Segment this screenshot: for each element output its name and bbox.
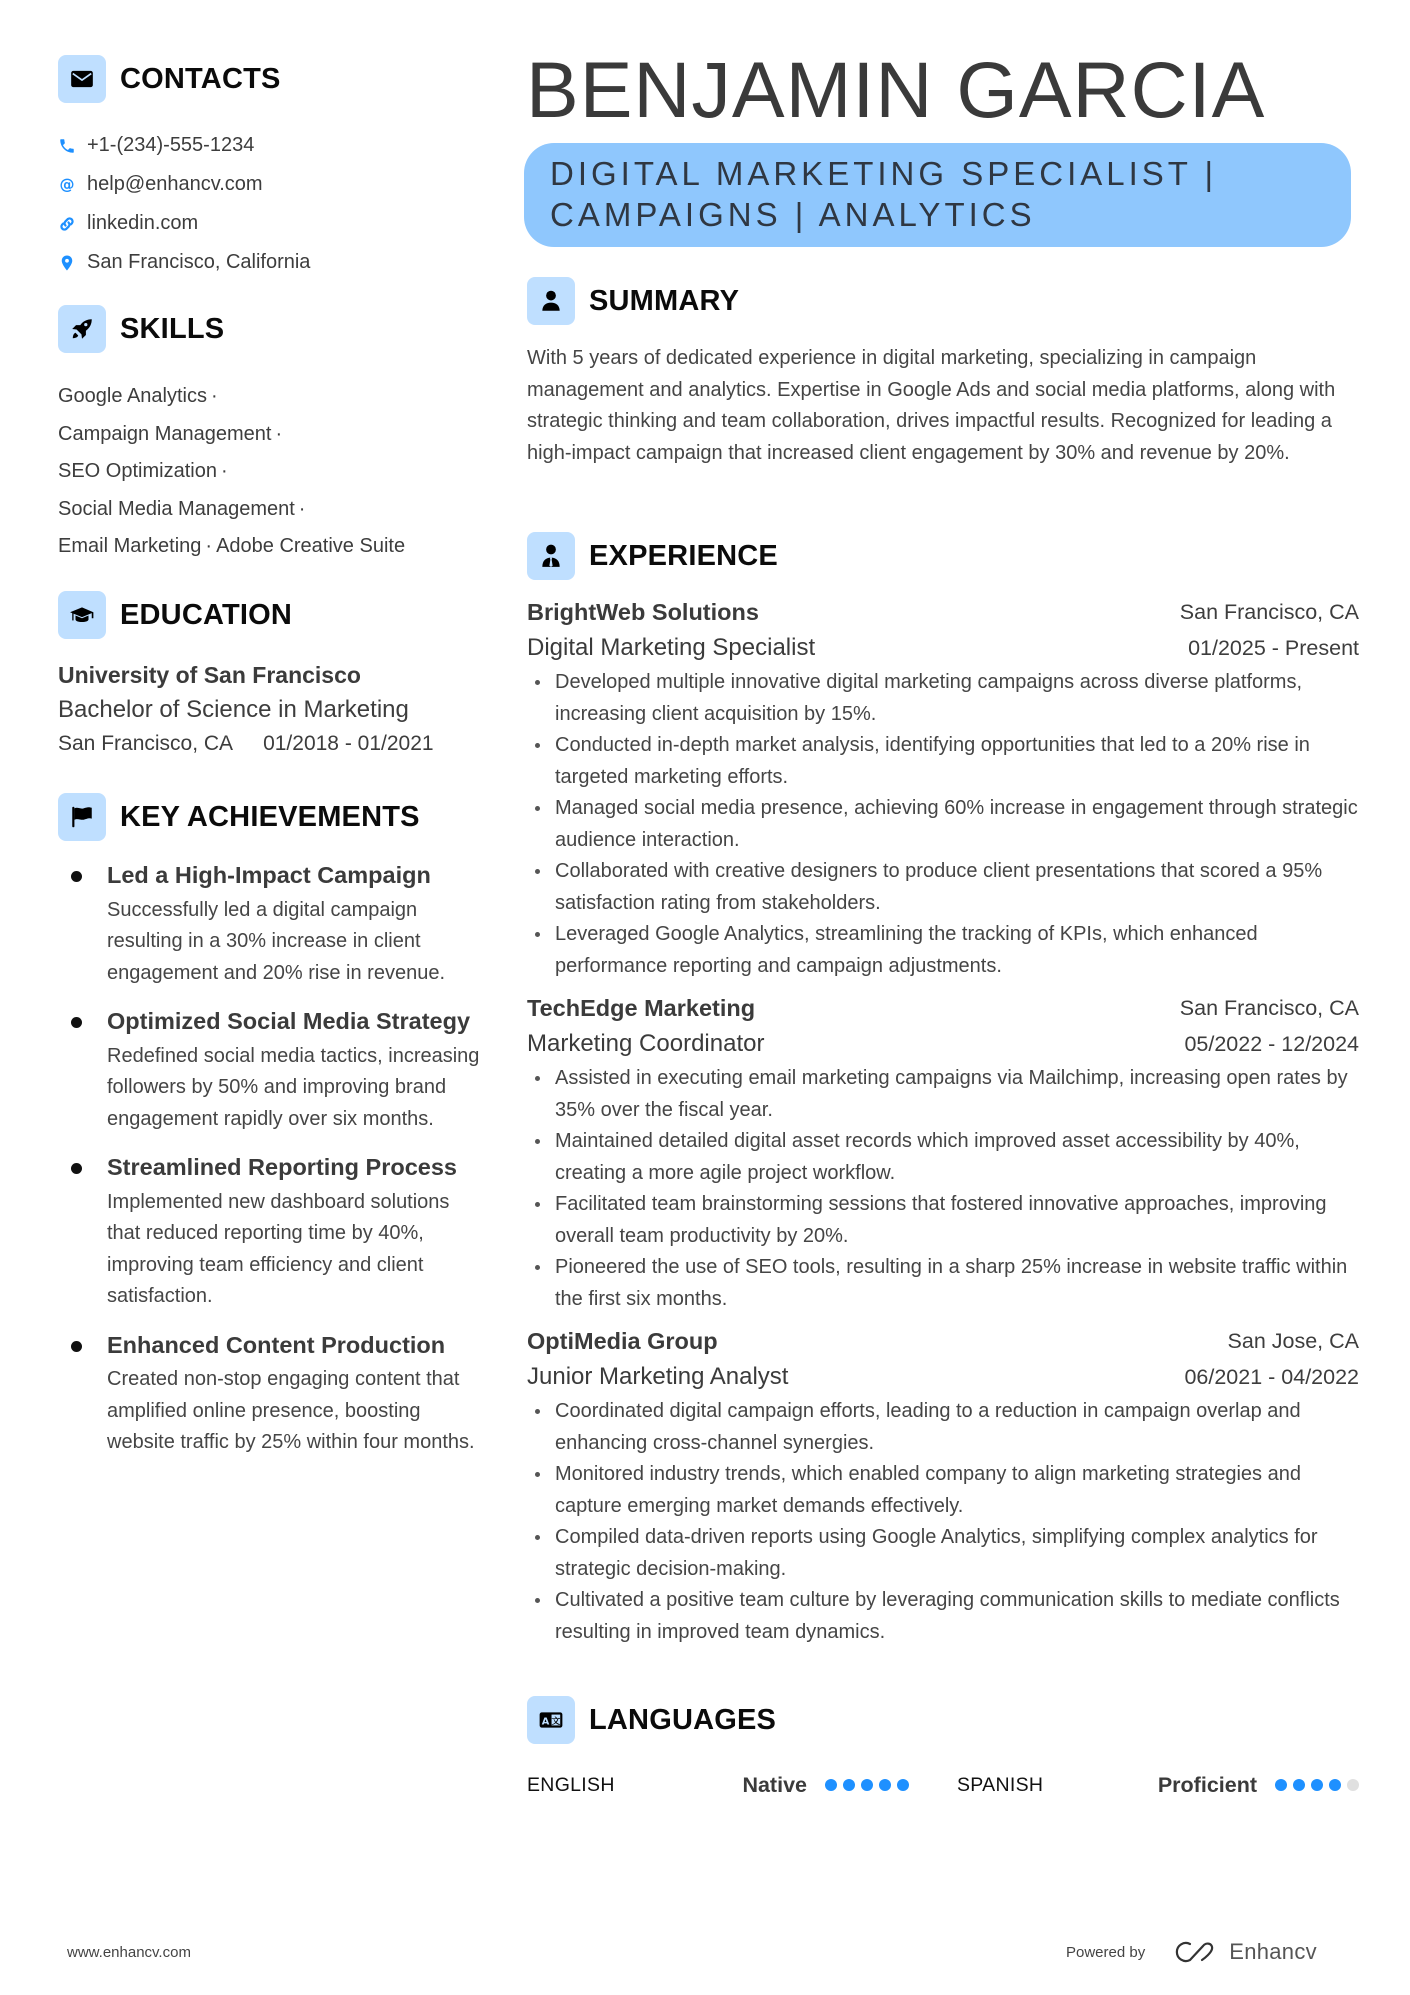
at-icon	[58, 176, 76, 194]
language-item	[943, 1773, 1359, 1798]
rating-dot-filled	[1311, 1779, 1323, 1791]
skill-line: Google Analytics ·	[58, 385, 218, 407]
education-meta	[58, 728, 488, 760]
language-item	[527, 1773, 943, 1798]
rating-dot-filled	[897, 1779, 909, 1791]
job-bullet: Coordinated digital campaign efforts, leading to a reduction in campaign overlap and enhancing cross-channel synergies.	[527, 1396, 1359, 1459]
email-value: help@enhancv.com	[87, 173, 263, 195]
education-dates: 01/2018 - 01/2021	[263, 732, 434, 755]
education-entry	[58, 658, 488, 760]
contact-email[interactable]	[58, 165, 478, 204]
footer-branding[interactable]	[1066, 1938, 1317, 1966]
skill-item: Social Media Management	[58, 497, 295, 520]
job-bullet: Pioneered the use of SEO tools, resulting in a sharp 25% increase in website traffic within the first six months.	[527, 1252, 1359, 1315]
job-bullet: Monitored industry trends, which enabled company to align marketing strategies and capture emerging market demands effectively.	[527, 1459, 1359, 1522]
section-title: EDUCATION	[120, 598, 293, 631]
achievement-item	[58, 1152, 488, 1313]
achievement-title: Led a High-Impact Campaign	[107, 862, 431, 888]
skill-item: SEO Optimization	[58, 460, 217, 482]
contacts-heading	[58, 55, 281, 103]
job-bullet: Compiled data-driven reports using Google Analytics, simplifying complex analytics for strategic decision-making.	[527, 1522, 1359, 1585]
location-value: San Francisco, California	[87, 251, 311, 273]
rating-dot-filled	[825, 1779, 837, 1791]
achievements-heading	[58, 793, 420, 841]
skill-line: Email Marketing · Adobe Creative Suite	[58, 535, 406, 557]
achievement-title: Optimized Social Media Strategy	[107, 1008, 471, 1034]
education-heading	[58, 591, 292, 639]
job-bullet: Cultivated a positive team culture by leveraging communication skills to mediate conflicts resulting in improved team dynamics.	[527, 1585, 1359, 1648]
job-company: BrightWeb Solutions	[527, 599, 759, 625]
svg-text:@: @	[59, 175, 75, 193]
job-dates: 05/2022 - 12/2024	[1184, 1032, 1359, 1056]
contacts-list	[58, 126, 478, 282]
rating-dot-filled	[861, 1779, 873, 1791]
language-level: Proficient	[1157, 1772, 1257, 1797]
achievement-item	[58, 1006, 488, 1135]
svg-text:文: 文	[551, 1716, 561, 1727]
job-location: San Francisco, CA	[1179, 600, 1359, 624]
language-name: SPANISH	[957, 1773, 1044, 1796]
section-title: KEY ACHIEVEMENTS	[120, 800, 420, 833]
experience-list	[527, 594, 1359, 1656]
job-bullets	[527, 1063, 1359, 1315]
job-role: Digital Marketing Specialist	[527, 634, 816, 661]
achievement-desc: Redefined social media tactics, increasing followers by 50% and improving brand engagement rapidly over six months.	[107, 1044, 480, 1130]
achievement-title: Streamlined Reporting Process	[107, 1154, 457, 1180]
achievement-desc: Implemented new dashboard solutions that reduced reporting time by 40%, improving team efficiency and client satisfaction.	[107, 1190, 450, 1307]
skills-heading	[58, 305, 224, 353]
headline-text: DIGITAL MARKETING SPECIALIST | CAMPAIGNS | ANALYTICS	[550, 155, 1218, 233]
skill-line: Social Media Management ·	[58, 497, 306, 520]
job-bullet: Maintained detailed digital asset records which improved asset accessibility by 40%, creating a more agile project workflow.	[527, 1126, 1359, 1189]
user-tie-icon	[527, 532, 575, 580]
achievement-desc: Created non-stop engaging content that amplified online presence, boosting website traffic by 25% within four months.	[107, 1368, 475, 1453]
job-company: TechEdge Marketing	[527, 995, 756, 1021]
job-bullet: Managed social media presence, achieving 60% increase in engagement through strategic audience interaction.	[527, 793, 1359, 856]
section-title: SUMMARY	[589, 284, 740, 317]
section-title: SKILLS	[120, 312, 225, 345]
rating-dot-empty	[1347, 1779, 1359, 1791]
job-entry	[527, 1323, 1359, 1648]
education-location: San Francisco, CA	[58, 732, 234, 755]
translate-icon	[527, 1696, 575, 1744]
brand-name: Enhancv	[1229, 1939, 1317, 1964]
enhancv-logo-icon	[1173, 1938, 1219, 1966]
job-entry	[527, 594, 1359, 982]
phone-icon	[58, 137, 76, 155]
section-title: EXPERIENCE	[589, 539, 778, 572]
svg-text:A: A	[541, 1716, 550, 1728]
achievement-item	[58, 860, 488, 989]
job-bullet: Collaborated with creative designers to produce client presentations that scored a 95% satisfaction rating from stakeholders.	[527, 856, 1359, 919]
flag-icon	[58, 793, 106, 841]
summary-heading	[527, 277, 739, 325]
rating-dot-filled	[1293, 1779, 1305, 1791]
language-name: ENGLISH	[527, 1773, 615, 1796]
job-entry	[527, 990, 1359, 1315]
achievement-item	[58, 1330, 488, 1459]
phone-value: +1-(234)-555-1234	[87, 134, 255, 156]
contact-linkedin[interactable]	[58, 204, 478, 243]
skill-item: Adobe Creative Suite	[216, 535, 406, 557]
user-icon	[527, 277, 575, 325]
school-name: University of San Francisco	[58, 662, 361, 688]
bullet-icon	[71, 1163, 82, 1174]
bullet-icon	[71, 1341, 82, 1352]
job-company: OptiMedia Group	[527, 1328, 718, 1354]
summary-text: With 5 years of dedicated experience in digital marketing, specializing in campaign management and analytics. Expertise in Google Ads and social media platforms, along with strategic thinking and team collaboration, drives impactful results. Recognized for leading a high-impact campaign that increased client engagement by 30% and revenue by 20%.	[527, 347, 1336, 464]
language-rating	[825, 1779, 909, 1791]
job-role: Marketing Coordinator	[527, 1030, 765, 1057]
job-location: San Francisco, CA	[1179, 996, 1359, 1020]
contact-phone[interactable]	[58, 126, 478, 165]
rating-dot-filled	[879, 1779, 891, 1791]
link-icon	[58, 215, 76, 233]
skill-item: Email Marketing	[58, 535, 202, 557]
skill-item: Campaign Management	[58, 422, 272, 445]
achievement-desc: Successfully led a digital campaign resulting in a 30% increase in client engagement and 20% rise in revenue.	[107, 898, 446, 984]
job-dates: 01/2025 - Present	[1188, 636, 1359, 660]
contact-location	[58, 243, 478, 282]
rating-dot-filled	[1329, 1779, 1341, 1791]
rocket-icon	[58, 305, 106, 353]
job-bullet: Developed multiple innovative digital marketing campaigns across diverse platforms, increasing client acquisition by 15%.	[527, 667, 1359, 730]
job-bullet: Facilitated team brainstorming sessions that fostered innovative approaches, improving overall team productivity by 20%.	[527, 1189, 1359, 1252]
linkedin-value: linkedin.com	[87, 212, 199, 234]
skill-item: Google Analytics	[58, 385, 207, 407]
graduation-cap-icon	[58, 591, 106, 639]
experience-heading	[527, 532, 778, 580]
powered-by-label: Powered by	[1066, 1943, 1146, 1961]
rating-dot-filled	[1275, 1779, 1287, 1791]
job-bullets	[527, 667, 1359, 982]
languages-list	[527, 1765, 1359, 1805]
achievements-list	[58, 860, 488, 1476]
job-dates: 06/2021 - 04/2022	[1184, 1365, 1359, 1389]
skills-list	[58, 378, 488, 566]
job-role: Junior Marketing Analyst	[527, 1363, 789, 1390]
envelope-icon	[58, 55, 106, 103]
skill-line: SEO Optimization ·	[58, 460, 228, 482]
achievement-title: Enhanced Content Production	[107, 1331, 446, 1358]
language-rating	[1275, 1779, 1359, 1791]
job-bullet: Assisted in executing email marketing campaigns via Mailchimp, increasing open rates by 35% over the fiscal year.	[527, 1063, 1359, 1126]
skill-line: Campaign Management ·	[58, 422, 283, 445]
language-level: Native	[742, 1772, 807, 1797]
job-bullet: Conducted in-depth market analysis, identifying opportunities that led to a 20% rise in targeted marketing efforts.	[527, 730, 1359, 793]
section-title: LANGUAGES	[589, 1703, 777, 1736]
bullet-icon	[71, 871, 82, 882]
languages-heading	[527, 1696, 776, 1744]
degree: Bachelor of Science in Marketing	[58, 696, 409, 723]
location-pin-icon	[58, 254, 76, 272]
rating-dot-filled	[843, 1779, 855, 1791]
bullet-icon	[71, 1017, 82, 1028]
footer-website-link[interactable]: www.enhancv.com	[67, 1944, 191, 1961]
headline-banner	[524, 143, 1351, 247]
candidate-name: BENJAMIN GARCIA	[526, 45, 1266, 134]
job-bullet: Leveraged Google Analytics, streamlining the tracking of KPIs, which enhanced performance reporting and campaign adjustments.	[527, 919, 1359, 982]
job-bullets	[527, 1396, 1359, 1648]
section-title: CONTACTS	[120, 62, 281, 95]
job-location: San Jose, CA	[1227, 1329, 1359, 1353]
